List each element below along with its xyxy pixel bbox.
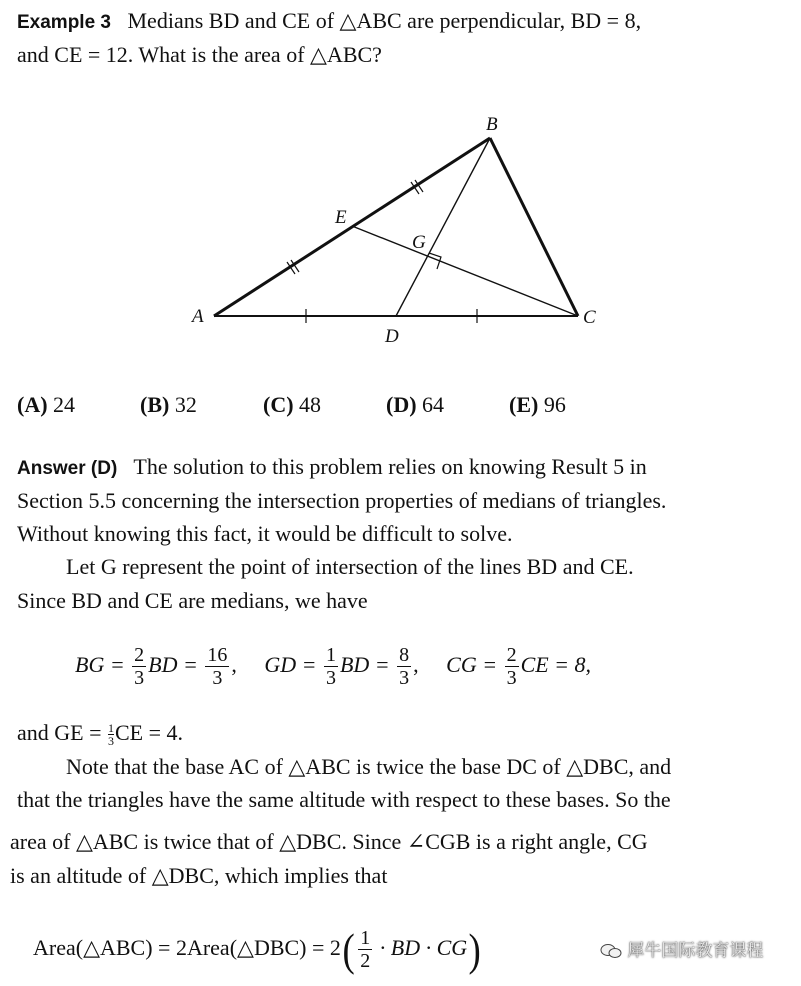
choice-a: (A) 24 [17, 392, 76, 417]
problem-line-2: and CE = 12. What is the area of △ABC? [17, 42, 382, 67]
median-ce [352, 226, 578, 316]
side-bc [490, 138, 578, 316]
label-b: B [486, 114, 498, 135]
answer-line-2: Section 5.5 concerning the intersection properties of medians of triangles. [17, 488, 667, 513]
label-g: G [412, 232, 426, 253]
equation-medians: BG = $\frac{2}{3}$ BD = $\frac{16}{3}$ , GD = $\frac{1}{3}$ BD = $\frac{8}{3}$ , CG = $\frac{2}{3}$ CE = 8, [75, 644, 592, 690]
choice-d: (D) 64 [386, 392, 445, 417]
side-ab [214, 138, 490, 316]
answer-line-8: area of △ABC is twice that of △DBC. Since ∠CGB is a right angle, CG [10, 829, 648, 854]
label-a: A [192, 306, 204, 327]
label-d: D [385, 326, 399, 347]
equation-area: Area(△ABC) = 2Area(△DBC) = 2( $\frac{1}{2}$ · BD · CG) [33, 923, 481, 975]
equation-ge: and GE = $\frac{1}{3}$ CE = 4. [17, 720, 184, 749]
answer-line-1 [17, 452, 647, 484]
choices-row [17, 390, 609, 420]
problem-line-1 [17, 6, 641, 38]
choice-e: (E) 96 [509, 392, 566, 417]
watermark [600, 936, 763, 961]
answer-line-4: Let G represent the point of intersection of the lines BD and CE. [66, 554, 634, 579]
label-c: C [583, 307, 596, 328]
answer-line-9: is an altitude of △DBC, which implies that [10, 863, 388, 888]
answer-line-3: Without knowing this fact, it would be difficult to solve. [17, 521, 513, 546]
problem-text-1: Medians BD and CE of △ABC are perpendicular, BD = 8, [127, 8, 642, 33]
choice-c: (C) 48 [263, 392, 322, 417]
chat-bubble-icon [600, 943, 622, 959]
right-angle-mark [429, 253, 441, 269]
answer-line-6: Note that the base AC of △ABC is twice the base DC of △DBC, and [66, 754, 672, 779]
triangle-figure [180, 108, 620, 348]
choice-b: (B) 32 [140, 392, 197, 417]
answer-text-1: The solution to this problem relies on knowing Result 5 in [133, 454, 647, 479]
answer-line-5: Since BD and CE are medians, we have [17, 588, 368, 613]
label-e: E [335, 207, 347, 228]
watermark-text: 犀牛国际教育课程 [627, 941, 764, 961]
answer-tag: Answer (D) [17, 458, 118, 479]
median-bd [396, 138, 490, 316]
example-tag: Example 3 [17, 12, 111, 33]
answer-line-7: that the triangles have the same altitude with respect to these bases. So the [17, 787, 671, 812]
